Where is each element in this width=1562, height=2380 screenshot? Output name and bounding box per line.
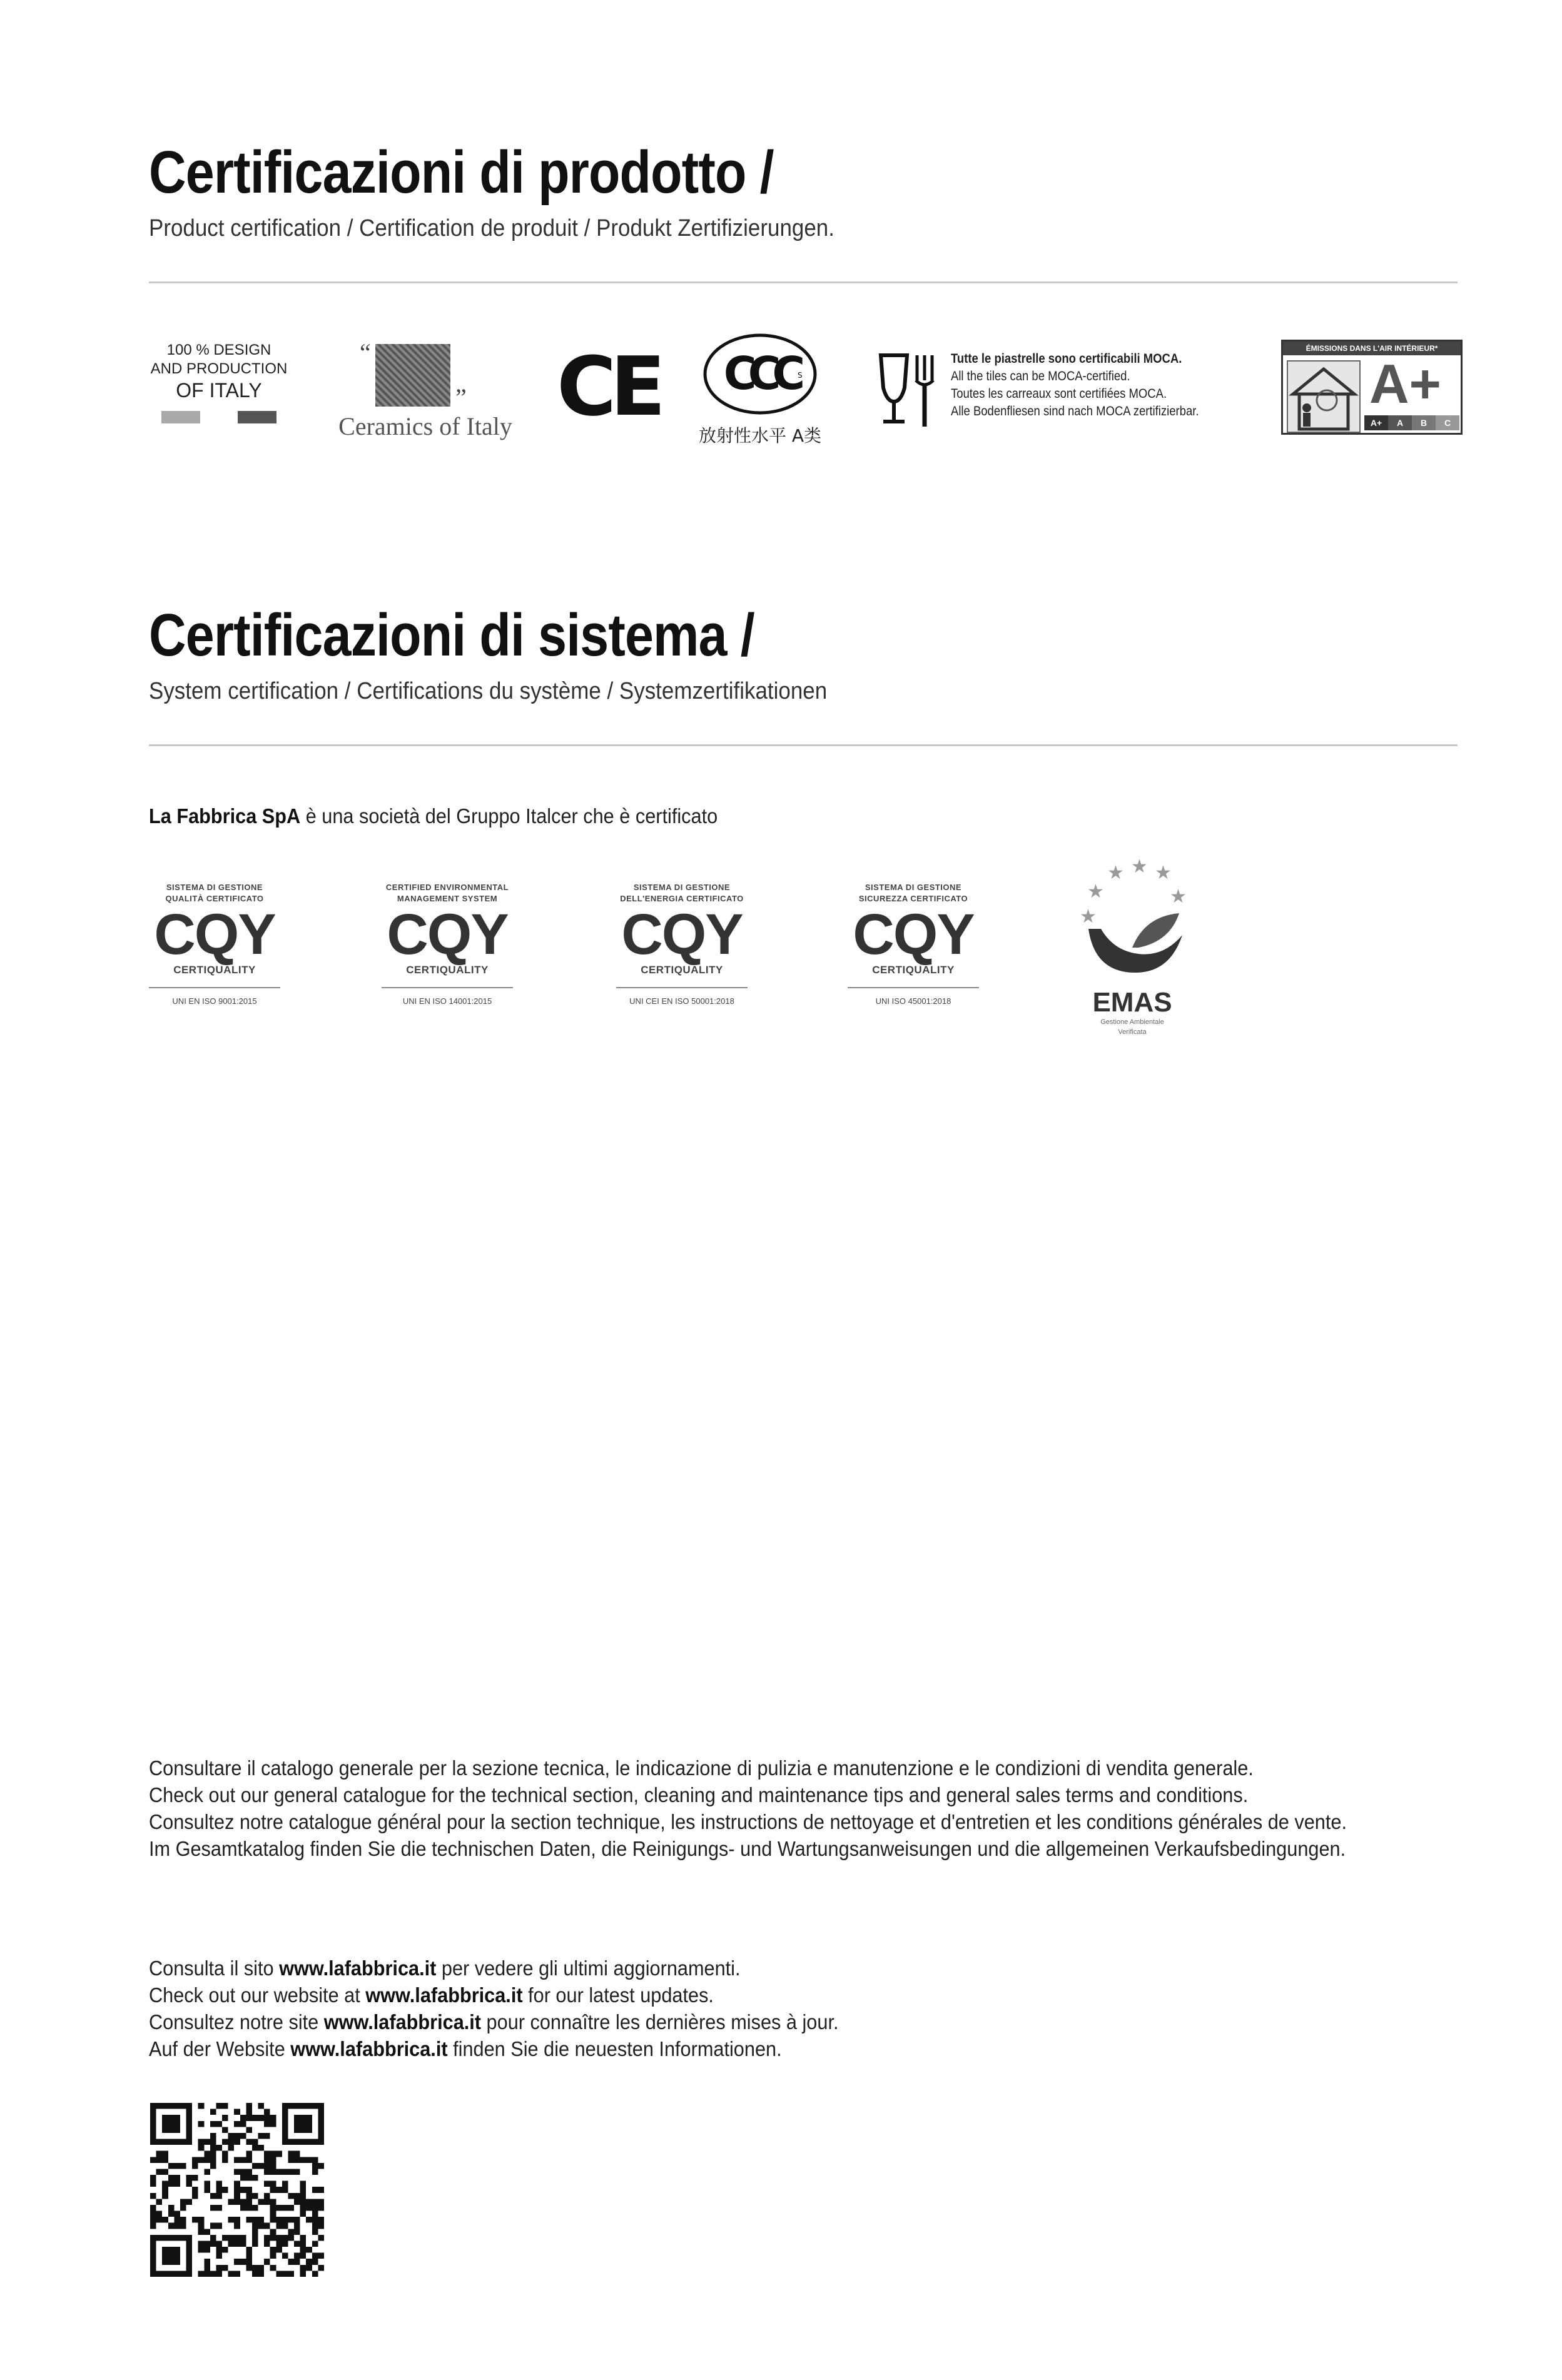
product-cert-title: Certificazioni di prodotto / <box>149 139 774 206</box>
emission-label: ÉMISSIONS DANS L'AIR INTÉRIEUR* A+ A+ A B C <box>1281 340 1463 435</box>
product-cert-subtitle: Product certification / Certification de produit / Produkt Zertifizierungen. <box>149 215 834 241</box>
cqy-logo-environmental: CERTIFIED ENVIRONMENTAL MANAGEMENT SYSTEM CQY CERTIQUALITY UNI EN ISO 14001:2015 <box>366 882 529 1007</box>
divider <box>149 281 1458 283</box>
cqy-logo-energy: SISTEMA DI GESTIONE DELL'ENERGIA CERTIFICATO CQY CERTIQUALITY UNI CEI EN ISO 50001:2018 <box>601 882 763 1007</box>
catalogue-note: Consultare il catalogo generale per la sezione tecnica, le indicazione di pulizia e manutenzione e le condizioni di vendita generale. Check out our general catalogue for the technical section, cleaning and maintenance tips and general sales terms and conditions. Consultez notre catalogue général pour la section technique, les instructions de nettoyage et d'entretien et les conditions générales de vente. Im Gesamtkatalog finden Sie die technischen Daten, die Reinigungs- und Wartungsanweisungen und die allgemeinen Verkaufsbedingungen. <box>149 1756 1347 1860</box>
website-link[interactable]: www.lafabbrica.it <box>323 2010 482 2033</box>
svg-text:★: ★ <box>1170 886 1187 908</box>
moca-note: Tutte le piastrelle sono certificabili MOCA. All the tiles can be MOCA-certified. Toutes les carreaux sont certifiées MOCA. Alle Bodenfliesen sind nach MOCA zertifizierbar. <box>951 352 1199 418</box>
website-note: Consulta il sito www.lafabbrica.it per vedere gli ultimi aggiornamenti. Check out our website at www.lafabbrica.it for our latest updates. Consultez notre site www.lafabbrica.it pour connaître les dernières mises à jour. Auf der Website www.lafabbrica.it finden Sie die neuesten Informationen. <box>149 1957 839 2060</box>
svg-text:★: ★ <box>1131 856 1148 878</box>
svg-text:S: S <box>798 371 803 380</box>
company-line: La Fabbrica SpA è una società del Gruppo Italcer che è certificato <box>149 804 718 828</box>
cqy-logo-quality: SISTEMA DI GESTIONE QUALITÀ CERTIFICATO CQY CERTIQUALITY UNI EN ISO 9001:2015 <box>143 882 287 1007</box>
emas-icon <box>1076 854 1189 985</box>
system-cert-title: Certificazioni di sistema / <box>149 602 754 669</box>
italy-design-logo: 100 % DESIGN AND PRODUCTION OF ITALY <box>150 341 288 423</box>
house-icon <box>1287 360 1361 433</box>
svg-text:★: ★ <box>1107 862 1124 884</box>
emas-logo: ★ ★ ★ ★ ★ ★ EMAS Gestione Ambientale Verificata <box>1076 854 1189 1054</box>
svg-text:★: ★ <box>1080 906 1097 928</box>
website-link[interactable]: www.lafabbrica.it <box>279 1957 437 1980</box>
ccc-icon <box>697 332 823 419</box>
ceramics-of-italy-logo: “ ” Ceramics of Italy <box>338 338 512 440</box>
ccc-mark: CCC S 放射性水平 A类 <box>697 332 823 450</box>
svg-text:★: ★ <box>1155 862 1172 884</box>
system-cert-subtitle: System certification / Certifications du système / Systemzertifikationen <box>149 678 828 704</box>
ce-mark-icon: CE <box>557 339 660 434</box>
svg-text:CCC: CCC <box>723 347 797 400</box>
qr-code-icon[interactable] <box>150 2103 324 2277</box>
website-link[interactable]: www.lafabbrica.it <box>365 1983 523 2007</box>
food-safe-icon <box>876 350 945 432</box>
svg-text:★: ★ <box>1087 881 1104 903</box>
cqy-logo-safety: SISTEMA DI GESTIONE SICUREZZA CERTIFICATO CQY CERTIQUALITY UNI ISO 45001:2018 <box>835 882 991 1007</box>
divider <box>149 744 1458 746</box>
website-link[interactable]: www.lafabbrica.it <box>290 2037 448 2060</box>
